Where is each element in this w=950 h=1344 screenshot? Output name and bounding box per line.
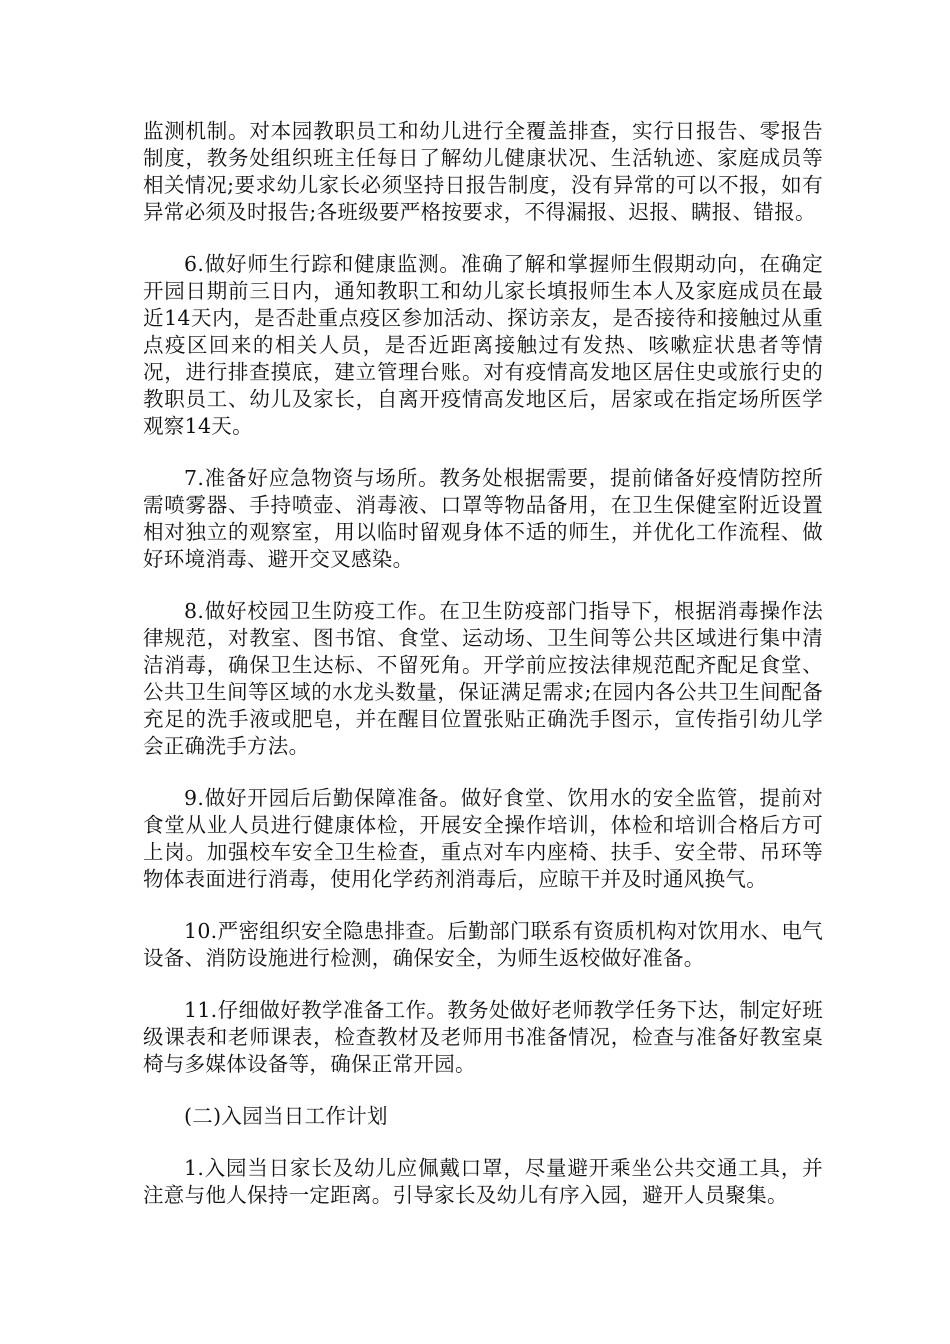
paragraph-monitoring-mechanism: 监测机制。对本园教职员工和幼儿进行全覆盖排查，实行日报告、零报告制度，教务处组织班主任每日了解幼儿健康状况、生活轨迹、家庭成员等相关情况;要求幼儿家长必须坚持日报告制度，没有异常的可以不报，如有异常必须及时报告;各班级要严格按要求，不得漏报、迟报、瞒报、错报。: [143, 119, 823, 224]
section-heading-entry-day-plan: (二)入园当日工作计划: [184, 1104, 388, 1128]
paragraph-entry-day-item-1: 1.入园当日家长及幼儿应佩戴口罩，尽量避开乘坐公共交通工具，并注意与他人保持一定距离。引导家长及幼儿有序入园，避开人员聚集。: [143, 1156, 823, 1207]
paragraph-item-7: 7.准备好应急物资与场所。教务处根据需要，提前储备好疫情防控所需喷雾器、手持喷壶、消毒液、口罩等物品备用，在卫生保健室附近设置相对独立的观察室，用以临时留观身体不适的师生，并优化工作流程、做好环境消毒、避开交叉感染。: [143, 466, 823, 571]
paragraph-item-11: 11.仔细做好教学准备工作。教务处做好老师教学任务下达，制定好班级课表和老师课表，检查教材及老师用书准备情况，检查与准备好教室桌椅与多媒体设备等，确保正常开园。: [143, 998, 823, 1076]
document-body: [143, 118, 823, 1234]
paragraph-item-9: 9.做好开园后后勤保障准备。做好食堂、饮用水的安全监管，提前对食堂从业人员进行健康体检，开展安全操作培训，体检和培训合格后方可上岗。加强校车安全卫生检查，重点对车内座椅、扶手、安全带、吊环等物体表面进行消毒，使用化学药剂消毒后，应晾干并及时通风换气。: [143, 786, 823, 891]
paragraph-item-8: 8.做好校园卫生防疫工作。在卫生防疫部门指导下，根据消毒操作法律规范，对教室、图书馆、食堂、运动场、卫生间等公共区域进行集中清洁消毒，确保卫生达标、不留死角。开学前应按法律规范配齐配足食堂、公共卫生间等区域的水龙头数量，保证满足需求;在园内各公共卫生间配备充足的洗手液或肥皂，并在醒目位置张贴正确洗手图示，宣传指引幼儿学会正确洗手方法。: [143, 599, 823, 758]
paragraph-item-6: 6.做好师生行踪和健康监测。准确了解和掌握师生假期动向，在确定开园日期前三日内，通知教职工和幼儿家长填报师生本人及家庭成员在最近14天内，是否赴重点疫区参加活动、探访亲友，是否接待和接触过从重点疫区回来的相关人员，是否近距离接触过有发热、咳嗽症状患者等情况，进行排查摸底，建立管理台账。对有疫情高发地区居住史或旅行史的教职员工、幼儿及家长，自离开疫情高发地区后，居家或在指定场所医学观察14天。: [143, 252, 823, 438]
paragraph-item-10: 10.严密组织安全隐患排查。后勤部门联系有资质机构对饮用水、电气设备、消防设施进行检测，确保安全，为师生返校做好准备。: [143, 919, 823, 970]
